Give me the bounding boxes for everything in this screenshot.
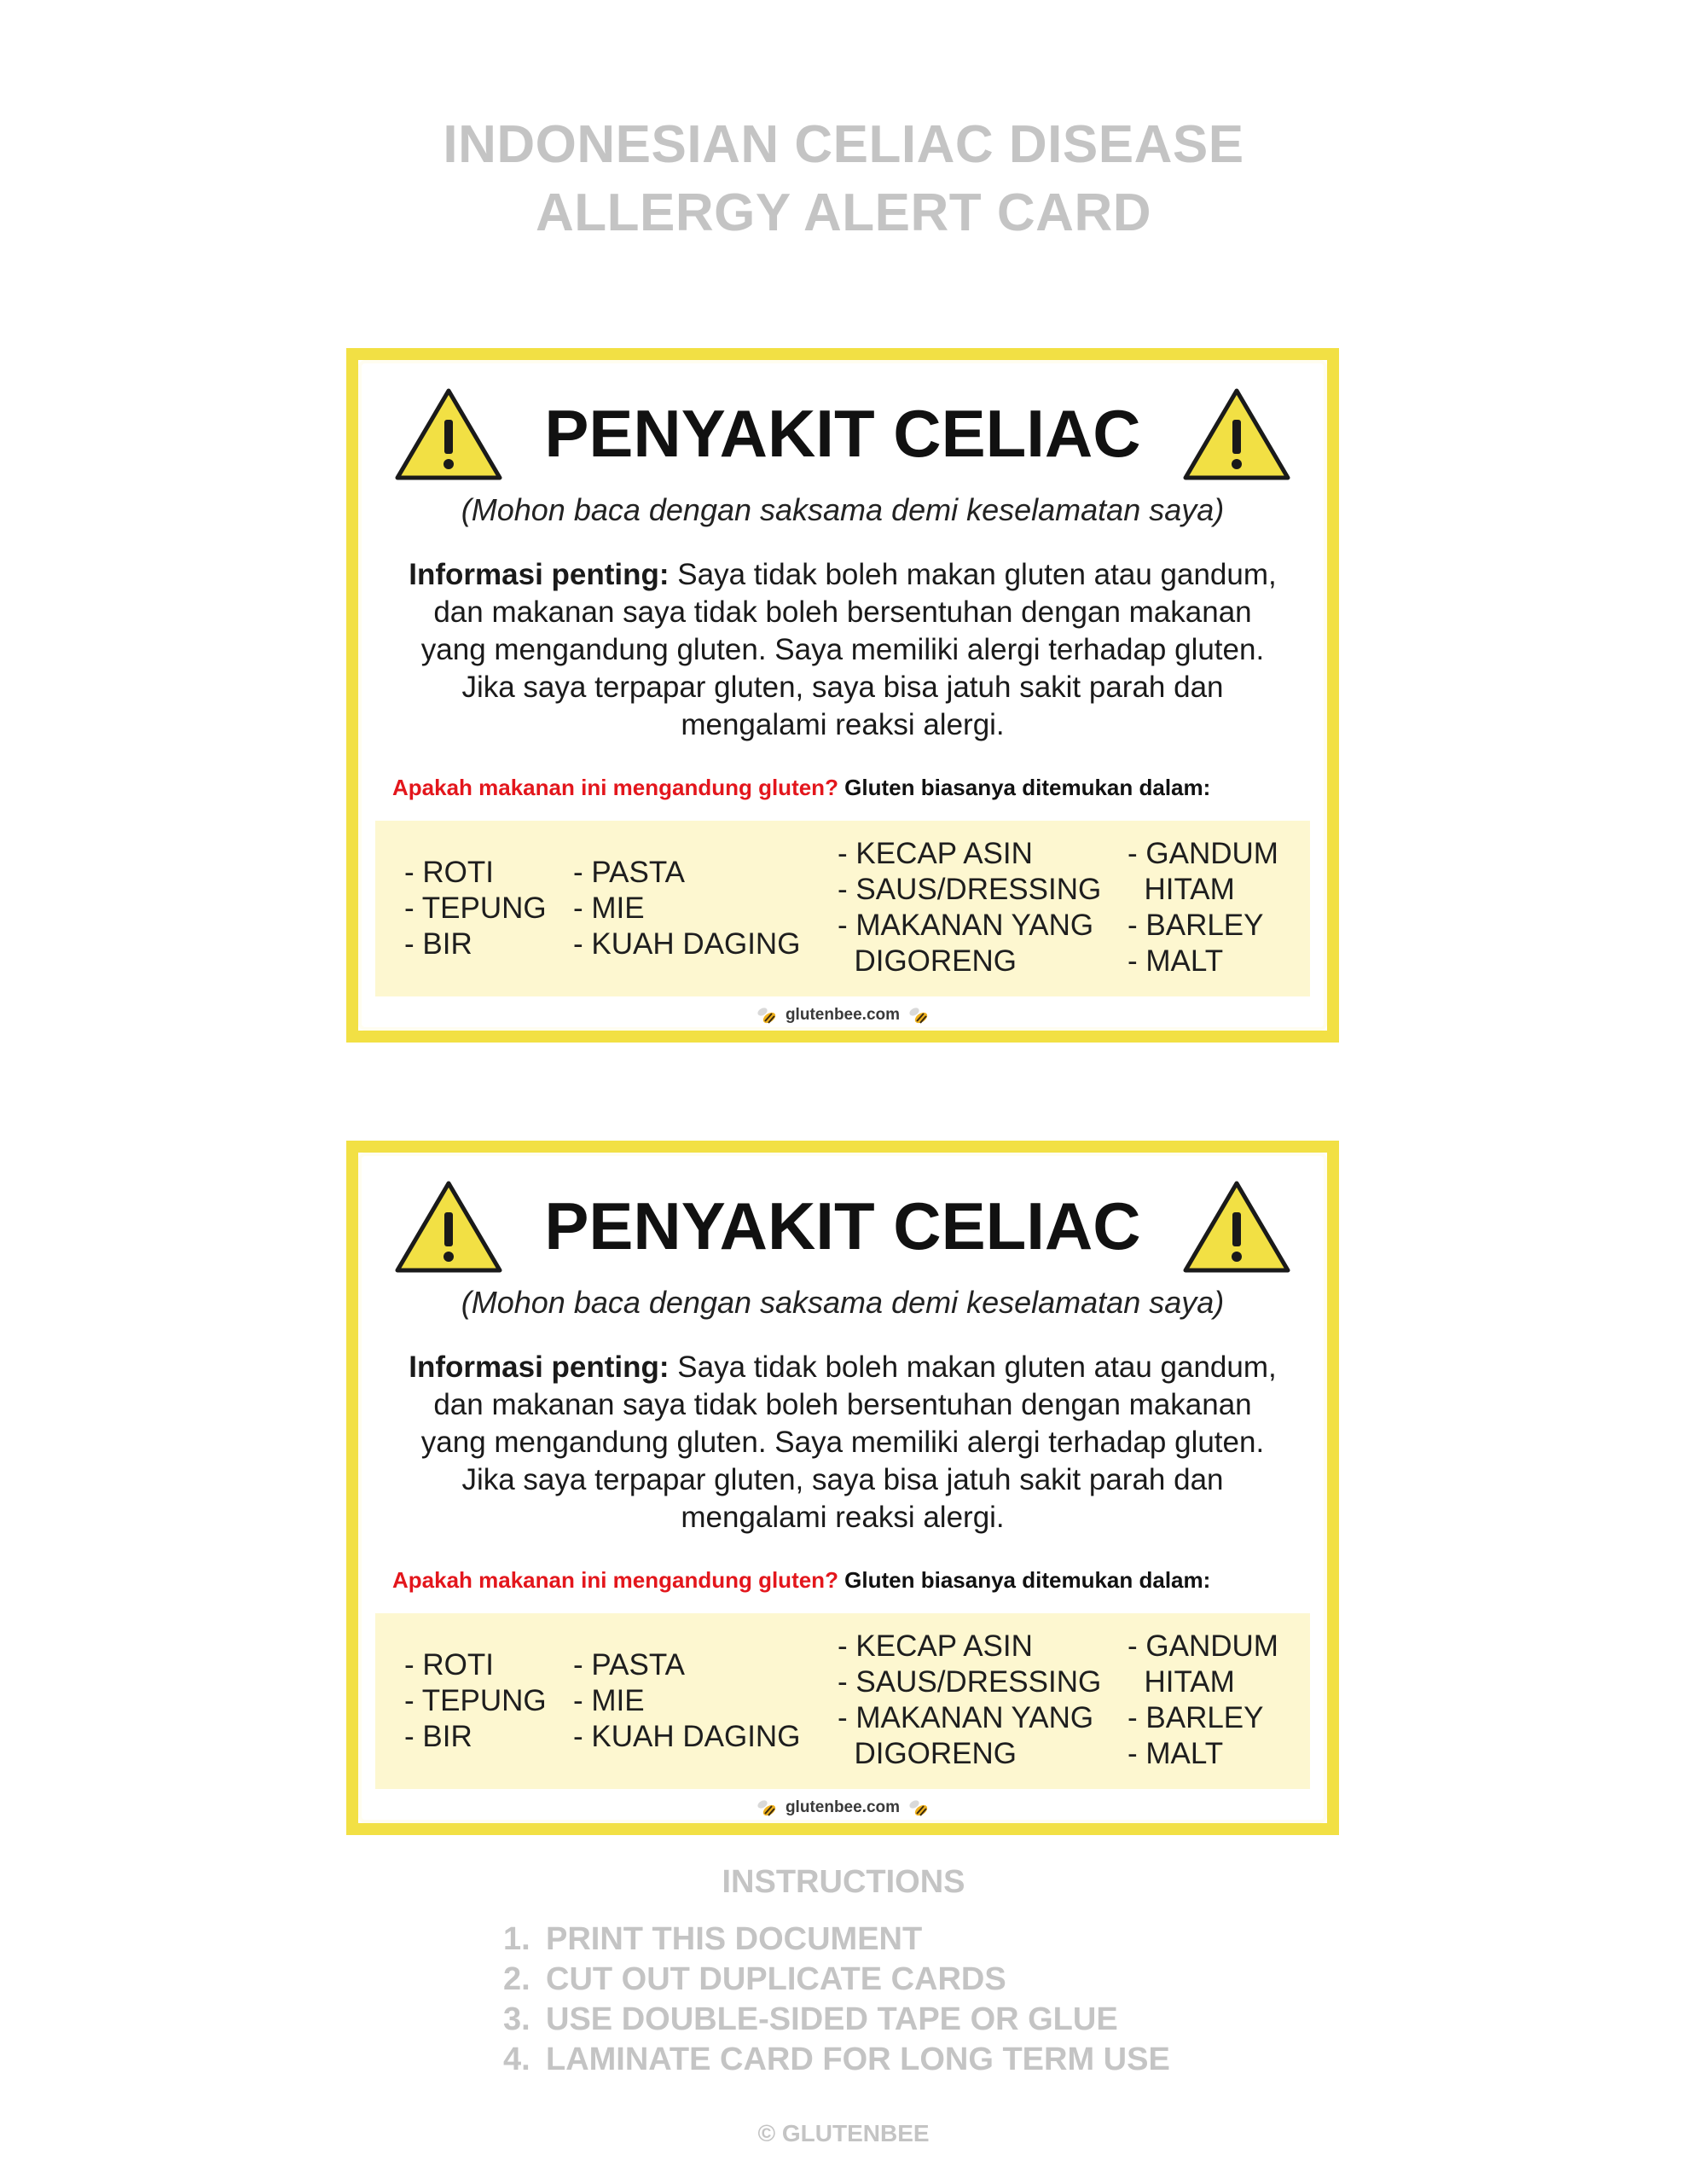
allergy-card [346, 1141, 1339, 1835]
card-title: PENYAKIT CELIAC [544, 396, 1141, 471]
food-item: - MALT [1128, 944, 1224, 978]
food-column-4 [1128, 836, 1278, 979]
food-item: - MAKANAN YANG [838, 1701, 1094, 1734]
card-footer [358, 1006, 1327, 1025]
food-item: - BIR [404, 1720, 472, 1753]
food-item: - ROTI [404, 856, 494, 889]
food-item: - BIR [404, 927, 472, 961]
food-item: - MIE [573, 892, 645, 925]
copyright-notice: © GLUTENBEE [757, 2120, 930, 2146]
warning-triangle-icon [1180, 1178, 1293, 1277]
food-item: - GANDUM [1128, 1629, 1278, 1663]
bee-icon [755, 1006, 779, 1025]
instruction-step: 3. USE DOUBLE-SIDED TAPE OR GLUE [503, 2001, 1118, 2037]
bee-icon [755, 1798, 779, 1817]
food-item: HITAM [1128, 1665, 1235, 1699]
instruction-step: 2. CUT OUT DUPLICATE CARDS [503, 1961, 1006, 1997]
food-item: - PASTA [573, 1648, 685, 1682]
food-item: - TEPUNG [404, 1684, 547, 1717]
food-column-4 [1128, 1629, 1278, 1772]
gluten-question [392, 1567, 1293, 1594]
food-item: - SAUS/DRESSING [838, 873, 1102, 906]
gluten-question-black: Gluten biasanya ditemukan dalam: [838, 1567, 1211, 1593]
gluten-question-black: Gluten biasanya ditemukan dalam: [838, 775, 1211, 800]
website-url: glutenbee.com [785, 1798, 901, 1817]
food-item: - ROTI [404, 1648, 494, 1682]
important-info-label: Informasi penting: [409, 558, 670, 591]
card-subtitle: (Mohon baca dengan saksama demi keselamatan saya) [461, 492, 1225, 527]
food-item: - PASTA [573, 856, 685, 889]
card-subtitle: (Mohon baca dengan saksama demi keselamatan saya) [461, 1285, 1225, 1320]
website-url: glutenbee.com [785, 1006, 901, 1025]
food-item: - GANDUM [1128, 837, 1278, 870]
gluten-question [392, 775, 1293, 801]
food-column-1 [404, 855, 547, 962]
food-column-2 [573, 1647, 800, 1755]
bee-icon [907, 1798, 930, 1817]
food-item: - MALT [1128, 1737, 1224, 1770]
card-title: PENYAKIT CELIAC [544, 1188, 1141, 1263]
instruction-step: 4. LAMINATE CARD FOR LONG TERM USE [503, 2042, 1170, 2077]
food-item: - TEPUNG [404, 892, 547, 925]
instructions-list [503, 1920, 1170, 2080]
food-column-3 [838, 836, 1101, 979]
instructions-title: INSTRUCTIONS [722, 1864, 965, 1900]
food-item: DIGORENG [838, 944, 1017, 978]
food-item: - KUAH DAGING [573, 1720, 801, 1753]
card-footer [358, 1798, 1327, 1817]
bee-icon [907, 1006, 930, 1025]
gluten-question-red: Apakah makanan ini mengandung gluten? [392, 775, 838, 800]
important-info [401, 556, 1284, 744]
food-item: - KUAH DAGING [573, 927, 801, 961]
document-title-line-2: ALLERGY ALERT CARD [536, 183, 1151, 242]
food-item: - BARLEY [1128, 909, 1264, 942]
food-item: - SAUS/DRESSING [838, 1665, 1102, 1699]
allergy-card [346, 348, 1339, 1043]
food-item: - KECAP ASIN [838, 837, 1033, 870]
food-column-1 [404, 1647, 547, 1755]
gluten-question-red: Apakah makanan ini mengandung gluten? [392, 1567, 838, 1593]
gluten-foods-panel [375, 1613, 1310, 1789]
document-title [0, 111, 1687, 247]
important-info-label: Informasi penting: [409, 1350, 670, 1384]
food-item: - MAKANAN YANG [838, 909, 1094, 942]
food-item: - BARLEY [1128, 1701, 1264, 1734]
food-column-2 [573, 855, 800, 962]
instruction-step: 1. PRINT THIS DOCUMENT [503, 1921, 923, 1957]
food-item: DIGORENG [838, 1737, 1017, 1770]
food-item: HITAM [1128, 873, 1235, 906]
food-column-3 [838, 1629, 1101, 1772]
important-info-text: Saya tidak boleh makan gluten atau gandum, dan makanan saya tidak boleh bersentuhan dengan makanan yang mengandung gluten. Saya memiliki alergi terhadap gluten. Jika saya terpapar gluten, saya bisa jatuh sakit parah dan mengalami reaksi alergi. [420, 1350, 1277, 1534]
important-info [401, 1349, 1284, 1536]
important-info-text: Saya tidak boleh makan gluten atau gandum, dan makanan saya tidak boleh bersentuhan dengan makanan yang mengandung gluten. Saya memiliki alergi terhadap gluten. Jika saya terpapar gluten, saya bisa jatuh sakit parah dan mengalami reaksi alergi. [420, 558, 1277, 741]
document-title-line-1: INDONESIAN CELIAC DISEASE [443, 115, 1244, 174]
food-item: - MIE [573, 1684, 645, 1717]
food-item: - KECAP ASIN [838, 1629, 1033, 1663]
warning-triangle-icon [1180, 386, 1293, 485]
gluten-foods-panel [375, 821, 1310, 996]
